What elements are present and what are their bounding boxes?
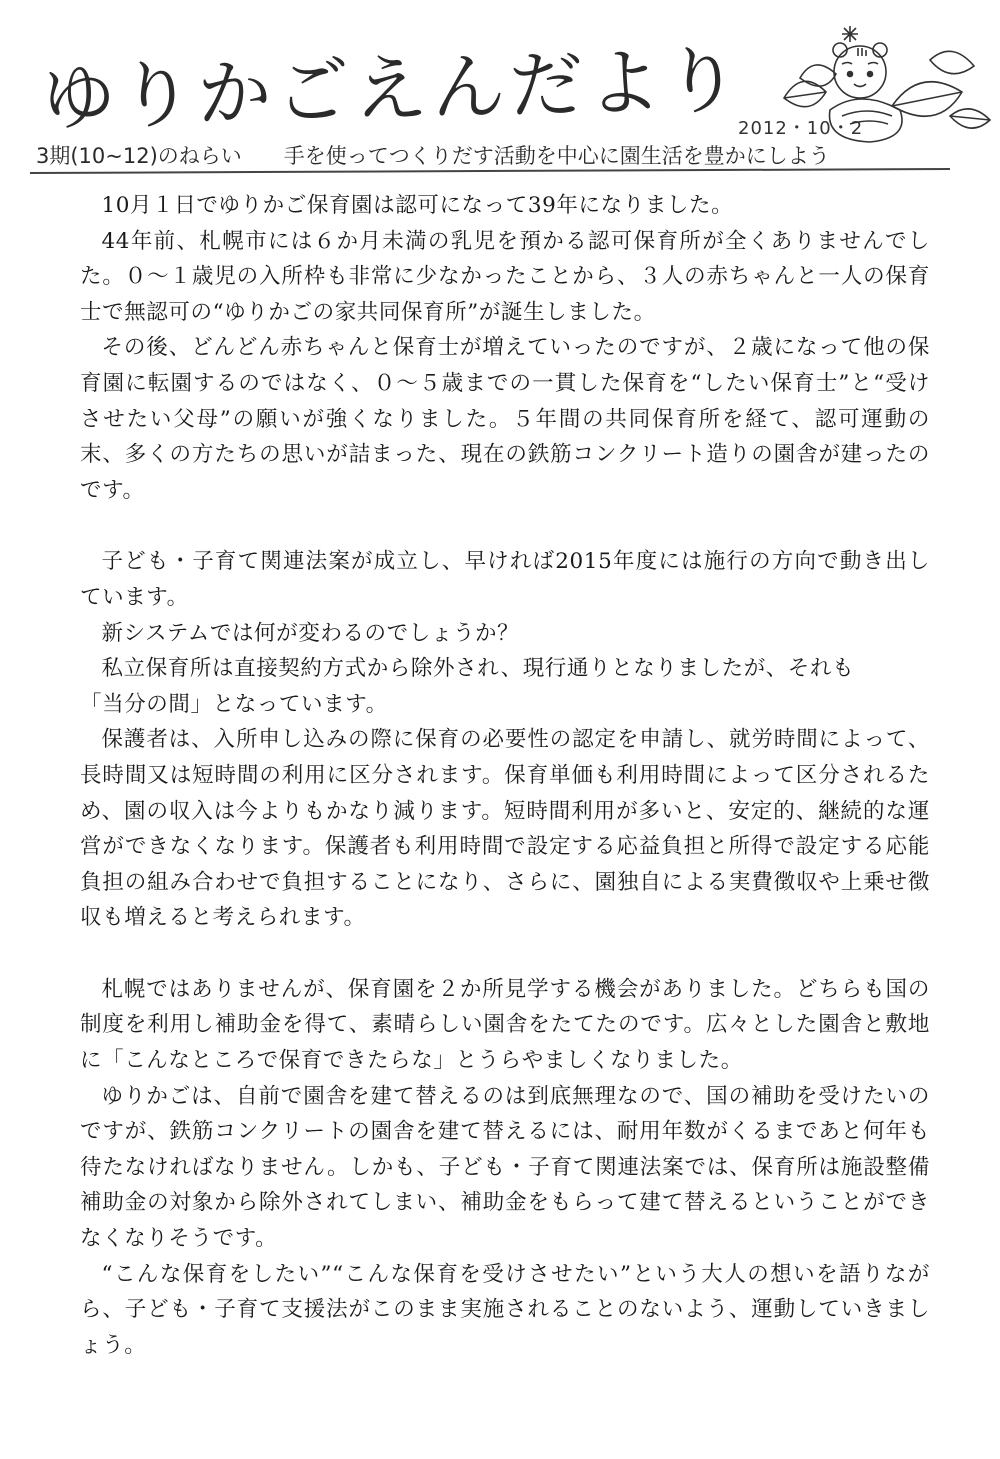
paragraph-growth: その後、どんどん赤ちゃんと保育士が増えていったのですが、２歳になって他の保育園に転園するのではなく、０～５歳までの一貫した保育を“したい保育士”と“受けさせたい父母”の願いが強くなりました。５年間の共同保育所を経て、認可運動の末、多くの方たちの思いが詰まった、現在の鉄筋コンクリート造りの園舎が建ったのです。 bbox=[80, 335, 930, 503]
term-aim bbox=[36, 140, 956, 170]
newsletter-title: ゆりかごえんだより bbox=[40, 37, 745, 142]
paragraph-private-nursery-cont: 「当分の間」となっています。 bbox=[80, 691, 388, 717]
paragraph-closing: “こんな保育をしたい”“こんな保育を受けさせたい”という大人の想いを語りながら、子ども・子育て支援法がこのまま実施されることのないよう、運動していきましょう。 bbox=[80, 1261, 930, 1358]
newsletter-body bbox=[80, 188, 930, 1363]
paragraph-anniversary: 10月１日でゆりかご保育園は認可になって39年になりました。 bbox=[101, 193, 734, 218]
paragraph-rebuild: ゆりかごは、自前で園舎を建て替えるのは到底無理なので、国の補助を受けたいのですが、鉄筋コンクリートの園舎を建て替えるには、耐用年数がくるまであと何年も待たなければなりません。しかも、子ども・子育て関連法案では、保育所は施設整備補助金の対象から除外されてしまい、補助金をもらって建て替えるということができなくなりそうです。 bbox=[80, 1083, 930, 1252]
paragraph-guardians: 保護者は、入所申し込みの際に保育の必要性の認定を申請し、就労時間によって、長時間又は短時間の利用に区分されます。保育単価も利用時間によって区分されるため、園の収入は今よりもかなり減ります。短時間利用が多いと、安定的、継続的な運営ができなくなります。保護者も利用時間で設定する応益負担と所得で設定する応能負担の組み合わせで負担することになり、さらに、園独自による実費徴収や上乗せ徴収も増えると考えられます。 bbox=[80, 727, 930, 931]
paragraph-new-law: 子ども・子育て関連法案が成立し、早ければ2015年度には施行の方向で動き出しています。 bbox=[80, 549, 930, 610]
paragraph-private-nursery: 私立保育所は直接契約方式から除外され、現行通りとなりましたが、それも bbox=[101, 656, 855, 682]
paragraph-question: 新システムでは何が変わるのでしょうか？ bbox=[101, 620, 520, 646]
newsletter-header bbox=[0, 0, 1000, 175]
paragraph-history: 44年前、札幌市には６か月未満の乳児を預かる認可保育所が全くありませんでした。０～１歳児の入所枠も非常に少なかったことから、３人の赤ちゃんと一人の保育士で無認可の“ゆりかごの家共同保育所”が誕生しました。 bbox=[80, 228, 930, 325]
paragraph-visit: 札幌ではありませんが、保育園を２か所見学する機会がありました。どちらも国の制度を利用し補助金を得て、素晴らしい園舎をたてたのです。広々とした園舎と敷地に「こんなところで保育できたらな」とうらやましくなりました。 bbox=[80, 976, 930, 1074]
issue-date: 2012・10・2 bbox=[738, 118, 864, 139]
aim-text: 手を使ってつくりだす活動を中心に園生活を豊かにしよう bbox=[283, 144, 830, 168]
tiger-leaves-illustration bbox=[780, 20, 995, 155]
aim-label: 3期(10~12)のねらい bbox=[36, 144, 242, 168]
